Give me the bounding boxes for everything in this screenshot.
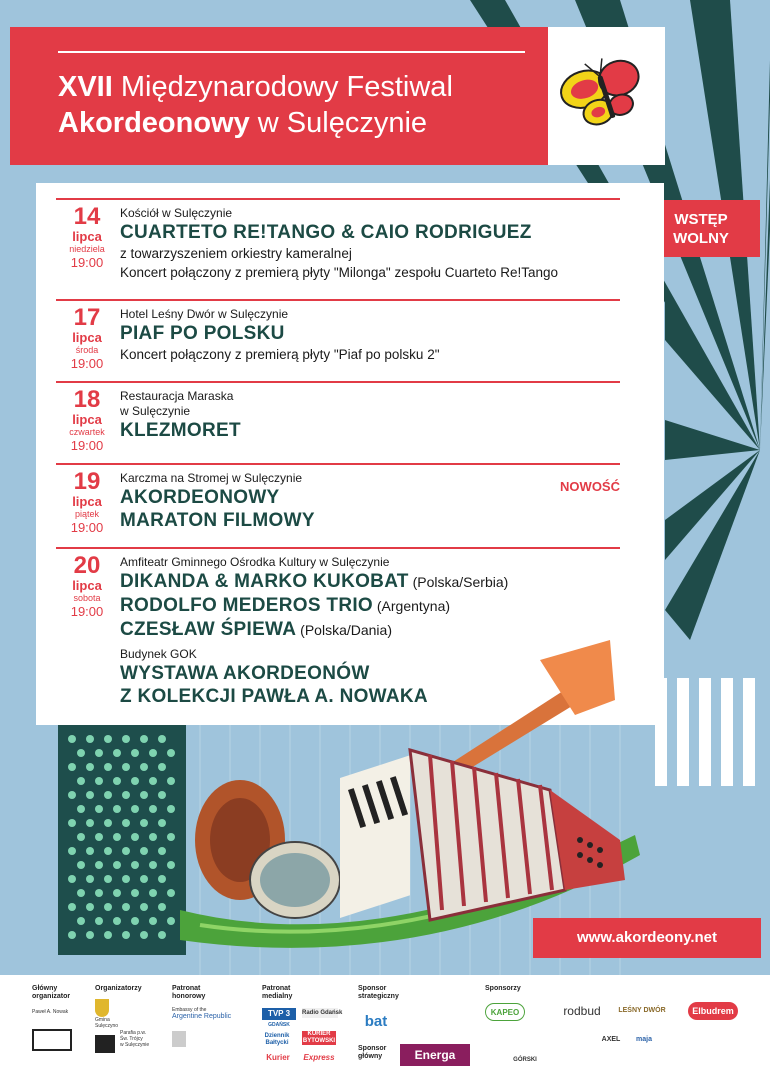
decorative-dot [104, 819, 112, 827]
decorative-dot [140, 819, 148, 827]
decorative-dot [86, 819, 94, 827]
decorative-dot [68, 819, 76, 827]
maja-logo: maja [636, 1036, 652, 1043]
sponsors-footer [0, 975, 770, 1089]
decorative-dot [113, 917, 121, 925]
decorative-dot [131, 749, 139, 757]
event-title: AKORDEONOWY [120, 487, 280, 508]
kurier-logo: Kurier [266, 1053, 290, 1062]
decorative-dot [149, 749, 157, 757]
decorative-dot [158, 875, 166, 883]
event-venue: Amfiteatr Gminnego Ośrodka Kultury w Sulęczynie [120, 555, 390, 569]
event-description: Koncert połączony z premierą płyty "Milonga" zespołu Cuarteto Re!Tango [120, 265, 559, 280]
lesny-dwor-logo: LEŚNY DWÓR [618, 1007, 666, 1014]
gmina-crest-icon [95, 999, 109, 1017]
polish-eagle-icon [172, 1031, 186, 1047]
decorative-dot [86, 903, 94, 911]
honorary-patronage-column: Patronat honorowy Embassy of the Argentine Republic [172, 985, 231, 1047]
event-description: z towarzyszeniem orkiestry kameralnej [120, 246, 352, 261]
decorative-dot [113, 805, 121, 813]
decorative-dot [113, 861, 121, 869]
event-date: 17 lipca środa 19:00 [70, 304, 104, 371]
decorative-dot [113, 749, 121, 757]
event-date: 14 lipca niedziela 19:00 [69, 203, 105, 270]
decorative-dot [68, 763, 76, 771]
butterfly-logo-box [548, 27, 665, 165]
event-18 [56, 381, 620, 463]
decorative-dot [95, 749, 103, 757]
decorative-dot [158, 819, 166, 827]
decorative-dot [86, 763, 94, 771]
decorative-dot [122, 819, 130, 827]
decorative-dot [149, 833, 157, 841]
decorative-dot [122, 903, 130, 911]
decorative-dot [158, 735, 166, 743]
decorative-dot [158, 903, 166, 911]
tvp3-sub-label: GDAŃSK [268, 1022, 290, 1028]
decorative-dot [77, 749, 85, 757]
decorative-dot [131, 917, 139, 925]
decorative-dot [158, 763, 166, 771]
decorative-dot [149, 889, 157, 897]
kurier-bytowski-logo: KURIER BYTOWSKI [302, 1031, 336, 1044]
decorative-dot [68, 791, 76, 799]
event-date: 18 lipca czwartek 19:00 [69, 386, 105, 453]
decorative-dot [149, 777, 157, 785]
event-17 [56, 299, 620, 381]
dziennik-logo: Dziennik Bałtycki [264, 1033, 290, 1046]
decorative-dot [140, 735, 148, 743]
festival-title-line1: XVII Międzynarodowy Festiwal [58, 71, 453, 103]
decorative-dot [158, 791, 166, 799]
decorative-dot [122, 931, 130, 939]
bat-logo: bat [364, 1013, 388, 1030]
decorative-dot [167, 889, 175, 897]
decorative-dot [95, 777, 103, 785]
decorative-dot [140, 931, 148, 939]
event-venue: Restauracja Maraska [120, 389, 234, 403]
decorative-dot [131, 889, 139, 897]
energa-logo: Energa [400, 1044, 470, 1066]
decorative-dot [68, 875, 76, 883]
decorative-dot [68, 931, 76, 939]
decorative-dot [104, 931, 112, 939]
event-venue: Karczma na Stromej w Sulęczynie [120, 471, 303, 485]
event-act: RODOLFO MEDEROS TRIO (Argentyna) [120, 595, 451, 616]
event-description: Koncert połączony z premierą płyty "Piaf po polsku 2" [120, 347, 440, 362]
decorative-dot [122, 875, 130, 883]
festival-title-line2: Akordeonowy w Sulęczynie [58, 107, 428, 139]
decorative-dot [86, 875, 94, 883]
decorative-dot [158, 847, 166, 855]
decorative-dot [104, 763, 112, 771]
event-info [120, 307, 620, 364]
event-title: Z KOLEKCJI PAWŁA A. NOWAKA [120, 686, 428, 707]
event-title: KLEZMORET [120, 420, 241, 441]
decorative-dot [104, 903, 112, 911]
decorative-dot [77, 917, 85, 925]
decorative-dot [167, 917, 175, 925]
decorative-dot [140, 763, 148, 771]
decorative-dot [86, 847, 94, 855]
decorative-dot [68, 735, 76, 743]
accordion-logo-icon [32, 1029, 72, 1051]
decorative-dot [77, 861, 85, 869]
decorative-dot [95, 861, 103, 869]
decorative-dot [122, 735, 130, 743]
event-info [120, 206, 620, 282]
decorative-dot [149, 805, 157, 813]
event-14 [56, 198, 620, 298]
decorative-dot [122, 847, 130, 855]
decorative-dot [131, 805, 139, 813]
decorative-dot [149, 917, 157, 925]
decorative-dot [122, 763, 130, 771]
event-date: 20 lipca sobota 19:00 [70, 552, 104, 619]
event-19 [56, 463, 620, 547]
parish-column: Parafia p.w. Św. Trójcy w Sulęczynie [120, 1030, 150, 1048]
decorative-dot [86, 791, 94, 799]
gok-logo-icon [95, 1035, 115, 1053]
decorative-dot [95, 833, 103, 841]
decorative-dot [104, 735, 112, 743]
elbudrem-logo: Elbudrem [688, 1002, 738, 1020]
rodbud-logo: rodbud [563, 1004, 601, 1018]
decorative-dot [140, 847, 148, 855]
decorative-dot [167, 749, 175, 757]
event-title: CUARTETO RE!TANGO & CAIO RODRIGUEZ [120, 222, 532, 243]
decorative-dot [86, 931, 94, 939]
sponsors-column: Sponsorzy [485, 985, 521, 992]
express-logo: Express [303, 1053, 335, 1062]
event-title: PIAF PO POLSKU [120, 323, 285, 344]
decorative-dot [140, 791, 148, 799]
header-rule [58, 51, 525, 53]
decorative-dot [95, 805, 103, 813]
event-title: WYSTAWA AKORDEONÓW [120, 663, 370, 684]
festival-header [10, 27, 548, 165]
decorative-dot [131, 777, 139, 785]
decorative-dot [113, 833, 121, 841]
decorative-dot [113, 889, 121, 897]
decorative-dot [113, 777, 121, 785]
decorative-dots-panel [58, 725, 186, 955]
badge-line2: WOLNY [673, 230, 729, 247]
tvp3-logo: TVP 3 [262, 1008, 296, 1020]
decorative-dot [167, 777, 175, 785]
media-patronage-column: Patronat medialny [262, 985, 293, 1000]
decorative-dot [167, 805, 175, 813]
decorative-dot [68, 847, 76, 855]
decorative-dot [140, 903, 148, 911]
kapeo-logo: KAPEO [485, 1003, 525, 1021]
strategic-sponsor-column: Sponsor strategiczny [358, 985, 399, 1000]
decorative-dot [149, 861, 157, 869]
decorative-dot [77, 777, 85, 785]
dots-pattern [58, 725, 186, 955]
main-sponsor-column: Sponsor główny [358, 1045, 387, 1060]
event-act: DIKANDA & MARKO KUKOBAT (Polska/Serbia) [120, 571, 509, 592]
axel-logo: AXEL [601, 1036, 621, 1043]
event-title: MARATON FILMOWY [120, 510, 315, 531]
decorative-dot [104, 875, 112, 883]
decorative-white-bars [655, 678, 765, 788]
main-organizer-column: Główny organizator Paweł A. Nowak [32, 985, 72, 1051]
decorative-dot [140, 875, 148, 883]
decorative-dot [131, 861, 139, 869]
decorative-dot [68, 903, 76, 911]
decorative-dot [167, 833, 175, 841]
decorative-dot [167, 861, 175, 869]
decorative-dot [104, 847, 112, 855]
badge-line1: WSTĘP [674, 211, 728, 228]
decorative-dot [158, 931, 166, 939]
decorative-dot [77, 805, 85, 813]
decorative-dot [77, 889, 85, 897]
decorative-dot [122, 791, 130, 799]
decorative-dot [95, 917, 103, 925]
new-tag: NOWOŚĆ [560, 479, 620, 494]
event-venue: Budynek GOK [120, 647, 197, 661]
decorative-dot [131, 833, 139, 841]
event-act: CZESŁAW ŚPIEWA (Polska/Dania) [120, 619, 392, 640]
event-date: 19 lipca piątek 19:00 [70, 468, 104, 535]
organizers-column: Organizatorzy Gmina Sulęczyno [95, 985, 142, 1053]
gorski-logo: GÓRSKI [513, 1057, 537, 1063]
event-venue: Kościół w Sulęczynie [120, 206, 233, 220]
decorative-dot [77, 833, 85, 841]
event-venue: w Sulęczynie [120, 404, 191, 418]
decorative-dot [95, 889, 103, 897]
website-link[interactable]: www.akordeony.net [533, 918, 761, 958]
event-venue: Hotel Leśny Dwór w Sulęczynie [120, 307, 289, 321]
radio-gdansk-logo: Radio Gdańsk [302, 1010, 343, 1016]
decorative-dot [86, 735, 94, 743]
decorative-dot [104, 791, 112, 799]
event-info [120, 471, 620, 532]
event-info [120, 389, 620, 442]
butterfly-icon [548, 27, 665, 165]
